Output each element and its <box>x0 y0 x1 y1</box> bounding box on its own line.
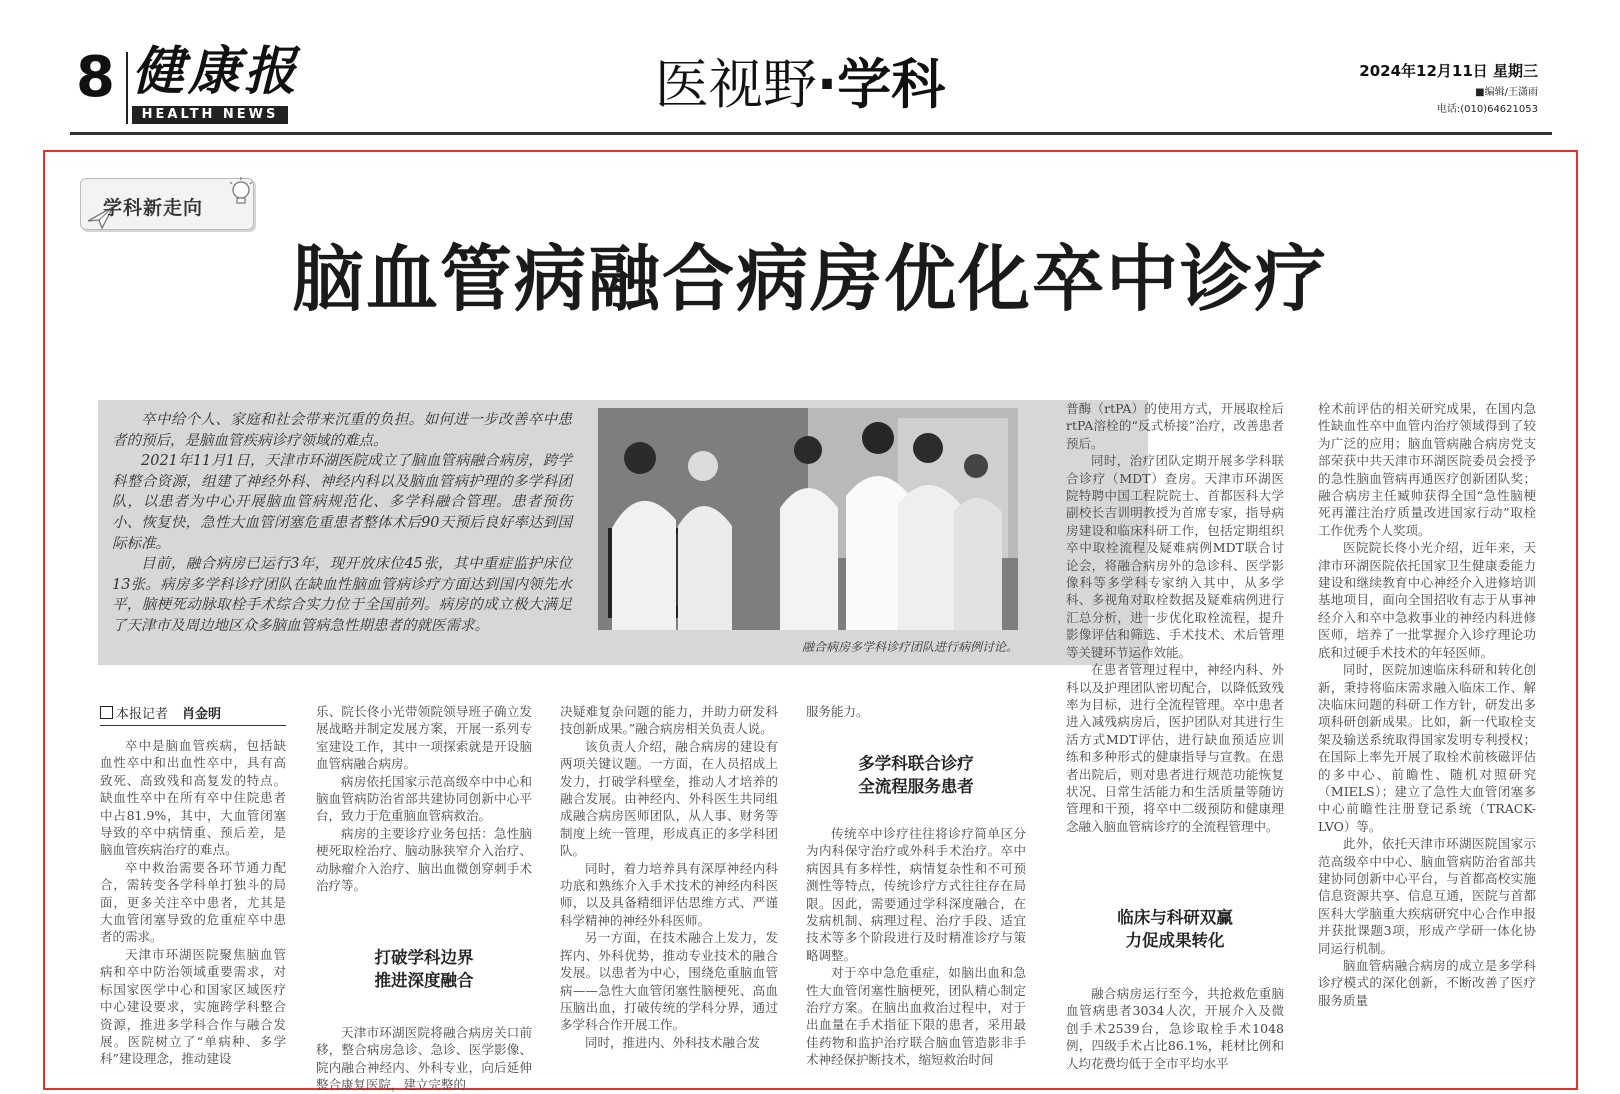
subhead-line: 力促成果转化 <box>1125 931 1225 950</box>
lightbulb-icon <box>226 176 256 210</box>
body-paragraph: 医院院长佟小光介绍，近年来，天津市环湖医院依托国家卫生健康委能力建设和继续教育中心神经介入进修培训基地项目，面向全国招收有志于从事神经介入和卒中急救事业的神经内科进修医师，培养了一批掌握介入诊疗理论功底和过硬手术技术的年轻医师。 <box>1318 540 1536 660</box>
body-paragraph: 同时，推进内、外科技术融合发 <box>585 1034 761 1050</box>
column-tag-label: 学科新走向 <box>103 197 204 219</box>
byline-name: 肖金明 <box>182 707 222 722</box>
body-column-3 <box>560 703 778 1080</box>
team-discussion-photo <box>598 408 1018 630</box>
body-column-5-continued <box>1066 985 1284 1080</box>
newspaper-logo-english: HEALTH NEWS <box>132 106 288 124</box>
subhead-break-boundaries <box>316 946 532 992</box>
body-column-2-continued <box>316 1024 532 1093</box>
body-paragraph: 此外，依托天津市环湖医院国家示范高级卒中中心、脑血管病防治省部共建协同创新中心平台，与首都高校实施信息资源共享、信息互通，医院与首都医科大学脑重大疾病研究中心合作申报并获批课题3项，形成产学研一体化协同运行机制。 <box>1318 836 1536 956</box>
body-paragraph: 服务能力。 <box>806 704 869 719</box>
body-paragraph: 卒中是脑血管疾病，包括缺血性卒中和出血性卒中，具有高致死、高致残和高复发的特点。缺血性卒中在所有卒中住院患者中占81.9%，其中，大血管闭塞导致的卒中病情重、预后差，是脑血管疾病治疗的难点。 <box>100 738 286 858</box>
body-column-2 <box>316 703 532 903</box>
body-paragraph: 脑血管病融合病房的成立是多学科诊疗模式的深化创新，不断改善了医疗服务质量 <box>1318 958 1536 1008</box>
body-paragraph: 该负责人介绍，融合病房的建设有两项关键议题。一方面，在人员招成上发力，打破学科壁垒，推动人才培养的融合发展。由神经内、外科医生共同组成融合病房医师团队，从人事、财务等制度上统一管理，形成真正的多学科团队。 <box>560 738 778 859</box>
section-title-separator: · <box>816 53 838 116</box>
masthead-divider <box>126 52 128 124</box>
newspaper-logo: 健康报 <box>132 41 301 102</box>
subhead-line: 多学科联合诊疗 <box>858 754 974 773</box>
body-paragraph: 乐、院长佟小光带领院领导班子确立发展战略并制定发展方案，开展一系列专室建设工作，其中一项探索就是开设脑血管病融合病房。 <box>316 704 532 772</box>
lead-text <box>112 410 572 637</box>
page-number: 8 <box>76 45 115 110</box>
body-column-6 <box>1318 400 1536 1080</box>
masthead-rule <box>70 132 1552 135</box>
body-paragraph: 同时，治疗团队定期开展多学科联合诊疗（MDT）查房。天津市环湖医院特聘中国工程院院士、首都医科大学副校长吉训明教授为首席专家，指导病房建设和临床科研工作，包括定期组织卒中取栓流程及疑难病例MDT联合讨论会，将融合病房外的急诊科、医学影像科等多学科专家纳入其中，从多学科、多视角对取栓数据及疑难病例进行汇总分析，进一步优化取栓流程，提升影像评估和筛选、手术技术、术后管理等关键环节运作效能。 <box>1066 453 1284 660</box>
subhead-line: 推进深度融合 <box>374 971 474 990</box>
headline: 脑血管病融合病房优化卒中诊疗 <box>291 237 1328 321</box>
body-paragraph: 栓术前评估的相关研究成果，在国内急性缺血性卒中血管内治疗领域得到了较为广泛的应用；脑血管病融合病房党支部荣获中共天津市环湖医院委员会授予的急性脑血管病再通医疗创新团队奖；融合病房主任臧帅获得全国“急性脑梗死再灌注治疗质量改进国家行动”取栓工作优秀个人奖项。 <box>1318 401 1536 538</box>
body-paragraph: 天津市环湖医院聚焦脑血管病和卒中防治领域重要需求，对标国家医学中心和国家区域医疗中心建设要求，实施跨学科整合资源，推进多学科合作与融合发展。医院树立了“单病种、多学科”建设理念，推动建设 <box>100 946 286 1067</box>
section-title-bold: 学科 <box>837 53 946 116</box>
lead-paragraph: 目前，融合病房已运行3年，现开放床位45张，其中重症监护床位13张。病房多学科诊疗团队在缺血性脑血管病诊疗方面达到国内领先水平，脑梗死动脉取栓手术综合实力位于全国前列。病房的成立极大满足了天津市及周边地区众多脑血管病急性期患者的就医需求。 <box>112 556 572 634</box>
photo-caption: 融合病房多学科诊疗团队进行病例讨论。 <box>801 640 1018 654</box>
body-paragraph: 对于卒中急危重症，如脑出血和急性大血管闭塞性脑梗死，团队精心制定治疗方案。在脑出血救治过程中，对于出血量在手术指征下限的患者，采用最佳药物和监护治疗联合脑血管造影非手术神经保护断技术，缩短救治时间 <box>806 965 1026 1068</box>
photo-illustration <box>598 408 1018 630</box>
body-paragraph: 病房的主要诊疗业务包括：急性脑梗死取栓治疗、脑动脉狭窄介入治疗、动脉瘤介入治疗、脑出血微创穿刺手术治疗等。 <box>316 825 532 894</box>
lead-paragraph: 2021年11月1日，天津市环湖医院成立了脑血管病融合病房，跨学科整合资源，组建了神经外科、神经内科以及脑血管病护理的多学科团队，以患者为中心开展脑血管病规范化、多学科融合管理。患者预伤小、恢复快，急性大血管闭塞危重患者整体术后90天预后良好率达到国际标准。 <box>112 453 572 552</box>
body-paragraph: 决疑难复杂问题的能力，并助力研发科技创新成果。”融合病房相关负责人说。 <box>560 704 778 737</box>
subhead-line: 打破学科边界 <box>374 948 474 967</box>
body-paragraph: 融合病房运行至今，共抢救危重脑血管病患者3034人次，开展介入及微创手术2539台，急诊取栓手术1048例，四级手术占比86.1%，耗材比例和人均花费均低于全市平均水平 <box>1066 986 1284 1071</box>
subhead-line: 全流程服务患者 <box>858 777 974 796</box>
byline-prefix: 本报记者 <box>116 707 169 722</box>
editor-phone: 电话:(010)64621053 <box>1436 104 1538 115</box>
body-paragraph: 普酶（rtPA）的使用方式，开展取栓后rtPA溶栓的“反式桥接”治疗，改善患者预后。 <box>1066 401 1284 451</box>
issue-date: 2024年12月11日 星期三 <box>1359 62 1538 80</box>
body-paragraph: 卒中救治需要各环节通力配合，需转变各学科单打独斗的局面，更多关注卒中患者，尤其是大血管闭塞导致的危重症卒中患者的需求。 <box>100 859 286 945</box>
body-paragraph: 天津市环湖医院将融合病房关口前移，整合病房急诊、急诊、医学影像、院内融合神经内、外科专业，向后延伸整合康复医院，建立完整的 <box>316 1025 532 1093</box>
body-paragraph: 同时，着力培养具有深厚神经内科功底和熟练介入手术技术的神经内科医师，以及具备精细评估思维方式、严谨科学精神的神经外科医师。 <box>560 860 778 928</box>
body-paragraph: 同时，医院加速临床科研和转化创新，秉持将临床需求融入临床工作、解决临床问题的科研工作方针，研发出多项科研创新成果。比如，新一代取栓支架及输送系统取得国家发明专利授权；在国际上率先开展了取栓术前核磁评估的多中心、前瞻性、随机对照研究（MIELS）；建立了急性大血管闭塞多中心前瞻性注册登记系统（TRACK-LVO）等。 <box>1318 662 1536 834</box>
subhead-multidisciplinary <box>806 752 1026 798</box>
body-paragraph: 病房依托国家示范高级卒中中心和脑血管病防治省部共建协同创新中心平台，致力于危重脑血管病救治。 <box>316 773 532 824</box>
section-title-plain: 医视野 <box>654 53 817 116</box>
body-column-5 <box>1066 400 1284 880</box>
body-column-4 <box>806 825 1026 1080</box>
body-column-4-top <box>806 703 1026 723</box>
body-column-1 <box>100 737 286 1080</box>
byline-box-icon <box>100 706 113 719</box>
editor-credit: ■编辑/王潇雨 <box>1475 87 1538 98</box>
body-paragraph: 另一方面，在技术融合上发力，发挥内、外科优势，推动专业技术的融合发展。以患者为中心，围绕危重脑血管病——急性大血管闭塞性脑梗死、高血压脑出血，打破传统的学科分界，通过多学科合作开展工作。 <box>560 930 778 1033</box>
body-paragraph: 传统卒中诊疗往往将诊疗简单区分为内科保守治疗或外科手术治疗。卒中病因具有多样性，病情复杂性和不可预测性等特点，传统诊疗方式往往存在局限。因此，需要通过学科深度融合，在发病机制、病理过程、治疗手段、适宜技术等多个阶段进行及时精准诊疗与策略调整。 <box>806 826 1026 963</box>
byline <box>100 703 286 726</box>
subhead-clinical-research <box>1066 906 1284 952</box>
subhead-line: 临床与科研双赢 <box>1117 908 1233 927</box>
section-title <box>600 55 1000 114</box>
body-paragraph: 在患者管理过程中，神经内科、外科以及护理团队密切配合，以降低致残率为目标，进行全流程管理。卒中患者进入减残病房后，医护团队对其进行生活方式MDT评估，进行缺血预适应训练和多种形式的健康指导与宣教。在患者出院后，则对患者进行规范功能恢复状况、日常生活能力和生活质量等随访管理和干预，将卒中二级预防和健康理念融入脑血管病诊疗的全流程管理中。 <box>1066 662 1284 834</box>
lead-paragraph: 卒中给个人、家庭和社会带来沉重的负担。如何进一步改善卒中患者的预后，是脑血管疾病诊疗领域的难点。 <box>112 412 572 449</box>
